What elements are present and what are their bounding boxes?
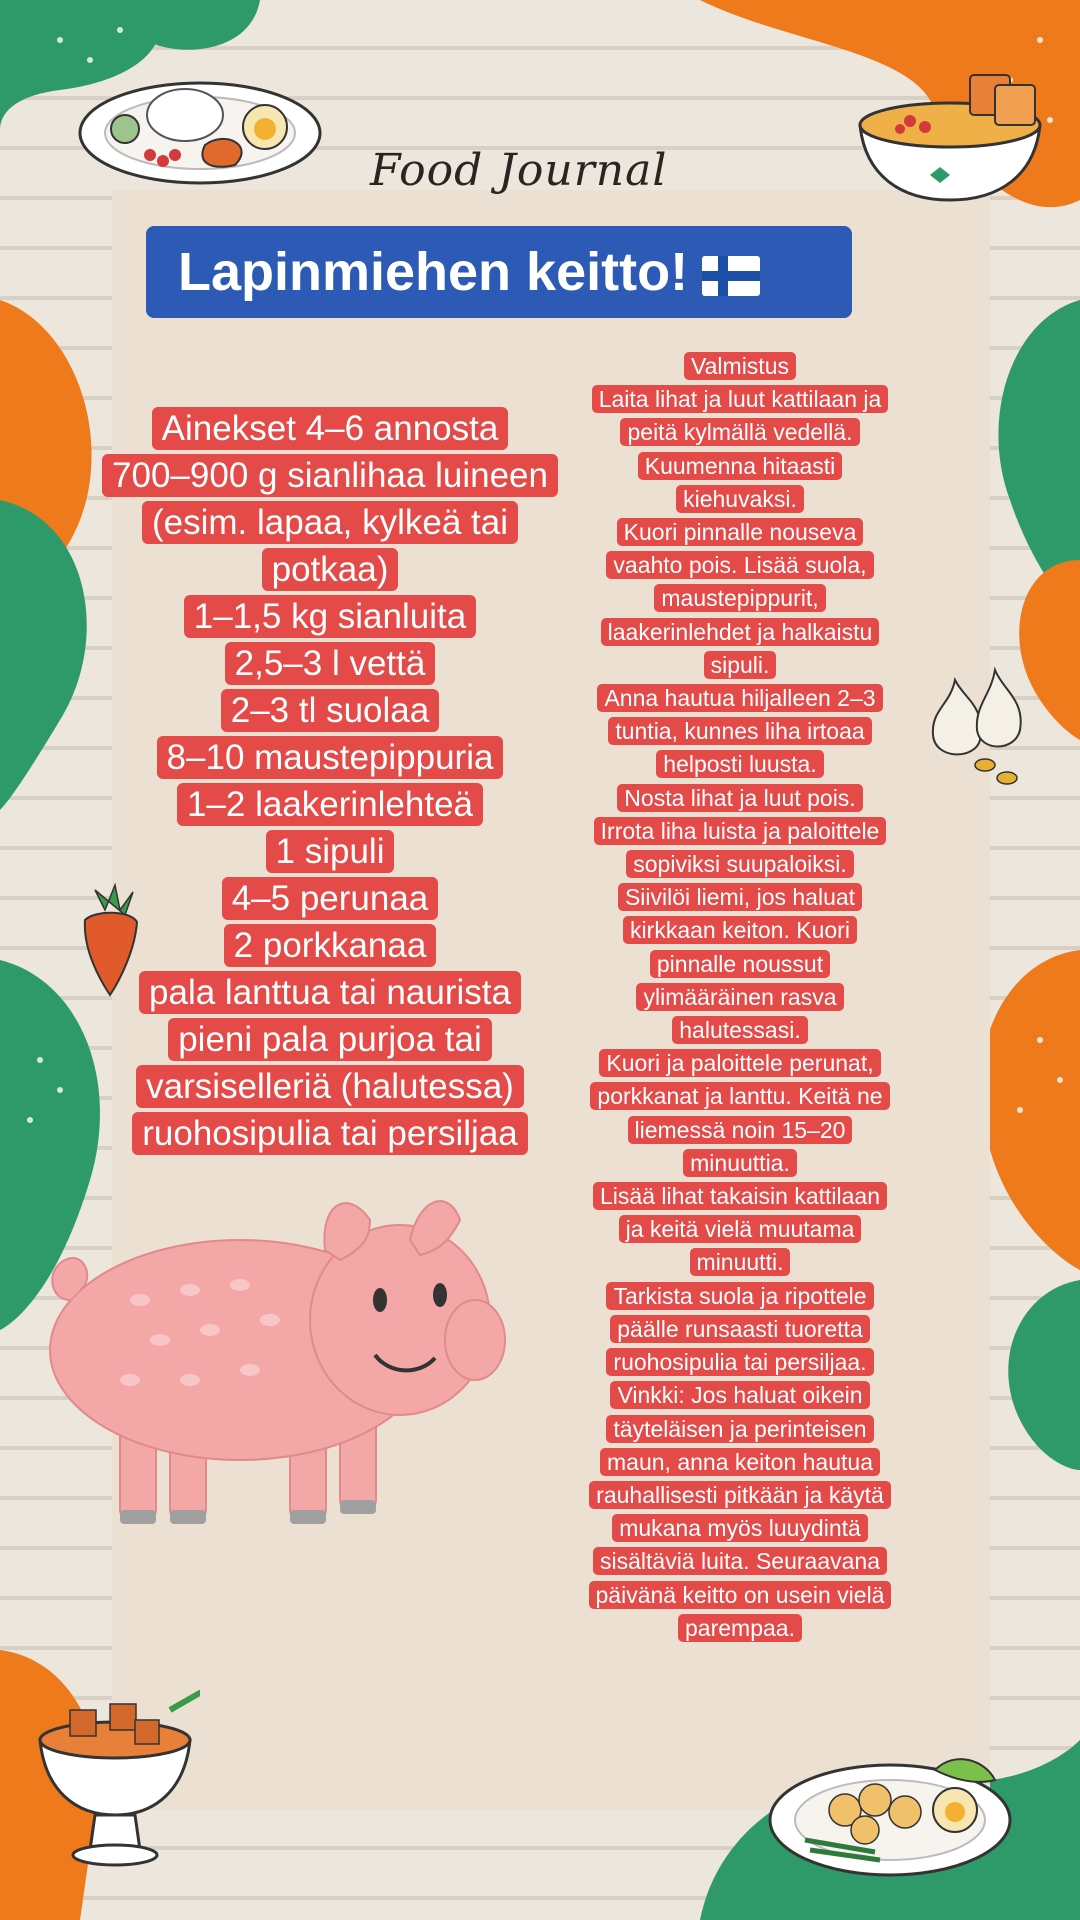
ingredient-line bbox=[100, 593, 560, 640]
ingredient-line bbox=[100, 452, 560, 499]
instruction-line bbox=[552, 715, 928, 748]
veggie-plate-icon bbox=[765, 1740, 1015, 1880]
pig-illustration bbox=[40, 1190, 510, 1550]
instruction-text: Vinkki: Jos haluat oikein bbox=[610, 1381, 869, 1409]
instruction-line bbox=[552, 682, 928, 715]
instruction-text: Lisää lihat takaisin kattilaan bbox=[593, 1182, 887, 1210]
instruction-line bbox=[552, 1612, 928, 1645]
instruction-text: halutessasi. bbox=[672, 1016, 807, 1044]
instruction-line bbox=[552, 981, 928, 1014]
instruction-text: parempaa. bbox=[678, 1614, 802, 1642]
instruction-line bbox=[552, 549, 928, 582]
instruction-text: Kuori ja paloittele perunat, bbox=[599, 1049, 880, 1077]
ingredient-text: pala lanttua tai naurista bbox=[139, 971, 521, 1014]
instruction-line bbox=[552, 1545, 928, 1578]
instruction-line bbox=[552, 1114, 928, 1147]
ingredient-line bbox=[100, 1110, 560, 1157]
instruction-line bbox=[552, 881, 928, 914]
instruction-line bbox=[552, 649, 928, 682]
instruction-line bbox=[552, 1446, 928, 1479]
recipe-title-text: Lapinmiehen keitto! bbox=[178, 242, 689, 302]
instruction-text: Anna hautua hiljalleen 2–3 bbox=[597, 684, 882, 712]
instruction-line bbox=[552, 616, 928, 649]
ingredient-line bbox=[100, 781, 560, 828]
instruction-line bbox=[552, 1014, 928, 1047]
ingredient-line bbox=[100, 405, 560, 452]
ingredient-line bbox=[100, 875, 560, 922]
finland-flag-icon bbox=[702, 256, 760, 296]
instruction-line bbox=[552, 1080, 928, 1113]
instruction-text: helposti luusta. bbox=[656, 750, 823, 778]
instruction-line bbox=[552, 1213, 928, 1246]
instruction-line bbox=[552, 1413, 928, 1446]
instruction-text: ruohosipulia tai persiljaa. bbox=[606, 1348, 873, 1376]
instruction-text: kiehuvaksi. bbox=[676, 485, 804, 513]
instruction-text: Kuumenna hitaasti bbox=[638, 452, 843, 480]
ingredient-text: 2–3 tl suolaa bbox=[221, 689, 439, 732]
instruction-text: pinnalle noussut bbox=[650, 950, 830, 978]
ingredient-text: Ainekset 4–6 annosta bbox=[152, 407, 509, 450]
ingredient-line bbox=[100, 1063, 560, 1110]
instruction-text: Tarkista suola ja ripottele bbox=[606, 1282, 873, 1310]
instruction-text: sipuli. bbox=[704, 651, 777, 679]
instruction-line bbox=[552, 450, 928, 483]
instruction-line bbox=[552, 516, 928, 549]
instruction-text: sisältäviä luita. Seuraavana bbox=[593, 1547, 887, 1575]
ingredient-line bbox=[100, 828, 560, 875]
ingredient-line bbox=[100, 640, 560, 687]
instruction-line bbox=[552, 914, 928, 947]
instruction-text: sopiviksi suupaloiksi. bbox=[626, 850, 853, 878]
instruction-line bbox=[552, 1579, 928, 1612]
ingredient-line bbox=[100, 687, 560, 734]
instruction-line bbox=[552, 483, 928, 516]
instruction-text: minuuttia. bbox=[683, 1149, 797, 1177]
ingredient-line bbox=[100, 969, 560, 1016]
instruction-text: ylimääräinen rasva bbox=[636, 983, 843, 1011]
instruction-line bbox=[552, 1479, 928, 1512]
ingredient-text: pieni pala purjoa tai bbox=[168, 1018, 492, 1061]
ingredient-line bbox=[100, 499, 560, 546]
instruction-text: Irrota liha luista ja paloittele bbox=[594, 817, 887, 845]
ingredient-line bbox=[100, 922, 560, 969]
instruction-text: minuutti. bbox=[690, 1248, 791, 1276]
noodle-bowl-icon bbox=[850, 65, 1050, 205]
ingredient-line bbox=[100, 1016, 560, 1063]
instruction-text: laakerinlehdet ja halkaistu bbox=[601, 618, 880, 646]
ingredient-text: 4–5 perunaa bbox=[222, 877, 439, 920]
instruction-text: tuntia, kunnes liha irtoaa bbox=[608, 717, 871, 745]
ingredient-text: 2 porkkanaa bbox=[224, 924, 437, 967]
instruction-text: porkkanat ja lanttu. Keitä ne bbox=[590, 1082, 889, 1110]
instruction-text: täyteläisen ja perinteisen bbox=[606, 1415, 873, 1443]
journal-label: Food Journal bbox=[370, 145, 668, 196]
instruction-text: liemessä noin 15–20 bbox=[628, 1116, 853, 1144]
instruction-line bbox=[552, 1180, 928, 1213]
instruction-text: maun, anna keiton hautua bbox=[600, 1448, 880, 1476]
instructions-list bbox=[552, 350, 928, 1645]
ingredient-text: 1–1,5 kg sianluita bbox=[184, 595, 476, 638]
rice-plate-icon bbox=[75, 75, 325, 185]
instruction-text: ja keitä vielä muutama bbox=[619, 1215, 862, 1243]
instruction-line bbox=[552, 582, 928, 615]
ingredient-line bbox=[100, 546, 560, 593]
instruction-text: päälle runsaasti tuoretta bbox=[610, 1315, 870, 1343]
recipe-title bbox=[146, 226, 852, 318]
instruction-line bbox=[552, 948, 928, 981]
ingredient-text: varsiselleriä (halutessa) bbox=[136, 1065, 524, 1108]
instruction-text: rauhallisesti pitkään ja käytä bbox=[589, 1481, 891, 1509]
stew-bowl-icon bbox=[30, 1690, 200, 1880]
instruction-text: Nosta lihat ja luut pois. bbox=[617, 784, 862, 812]
instruction-text: peitä kylmällä vedellä. bbox=[620, 418, 859, 446]
ingredient-text: 2,5–3 l vettä bbox=[225, 642, 436, 685]
instruction-text: Siivilöi liemi, jos haluat bbox=[618, 883, 862, 911]
ingredient-text: 700–900 g sianlihaa luineen bbox=[102, 454, 558, 497]
instruction-text: kirkkaan keiton. Kuori bbox=[623, 916, 857, 944]
instruction-text: mukana myös luuydintä bbox=[612, 1514, 868, 1542]
instruction-line bbox=[552, 1047, 928, 1080]
instruction-line bbox=[552, 416, 928, 449]
instruction-line bbox=[552, 782, 928, 815]
ingredient-text: 8–10 maustepippuria bbox=[157, 736, 504, 779]
instruction-line bbox=[552, 848, 928, 881]
ingredient-text: 1–2 laakerinlehteä bbox=[177, 783, 483, 826]
instruction-text: Kuori pinnalle nouseva bbox=[617, 518, 864, 546]
instruction-text: päivänä keitto on usein vielä bbox=[589, 1581, 892, 1609]
carrot-icon bbox=[75, 880, 145, 1000]
garlic-icon bbox=[925, 660, 1035, 790]
instruction-text: vaahto pois. Lisää suola, bbox=[606, 551, 873, 579]
ingredient-text: ruohosipulia tai persiljaa bbox=[132, 1112, 528, 1155]
instruction-line bbox=[552, 350, 928, 383]
instruction-line bbox=[552, 1346, 928, 1379]
instruction-line bbox=[552, 1313, 928, 1346]
instruction-text: Laita lihat ja luut kattilaan ja bbox=[592, 385, 889, 413]
instruction-line bbox=[552, 1246, 928, 1279]
instruction-text: maustepippurit, bbox=[654, 584, 825, 612]
ingredients-list bbox=[100, 405, 560, 1157]
ingredient-text: 1 sipuli bbox=[266, 830, 395, 873]
ingredient-text: potkaa) bbox=[262, 548, 399, 591]
ingredient-text: (esim. lapaa, kylkeä tai bbox=[142, 501, 518, 544]
instruction-line bbox=[552, 815, 928, 848]
instruction-line bbox=[552, 1280, 928, 1313]
instruction-text: Valmistus bbox=[684, 352, 796, 380]
ingredient-line bbox=[100, 734, 560, 781]
instruction-line bbox=[552, 748, 928, 781]
instruction-line bbox=[552, 1147, 928, 1180]
instruction-line bbox=[552, 1379, 928, 1412]
instruction-line bbox=[552, 383, 928, 416]
instruction-line bbox=[552, 1512, 928, 1545]
